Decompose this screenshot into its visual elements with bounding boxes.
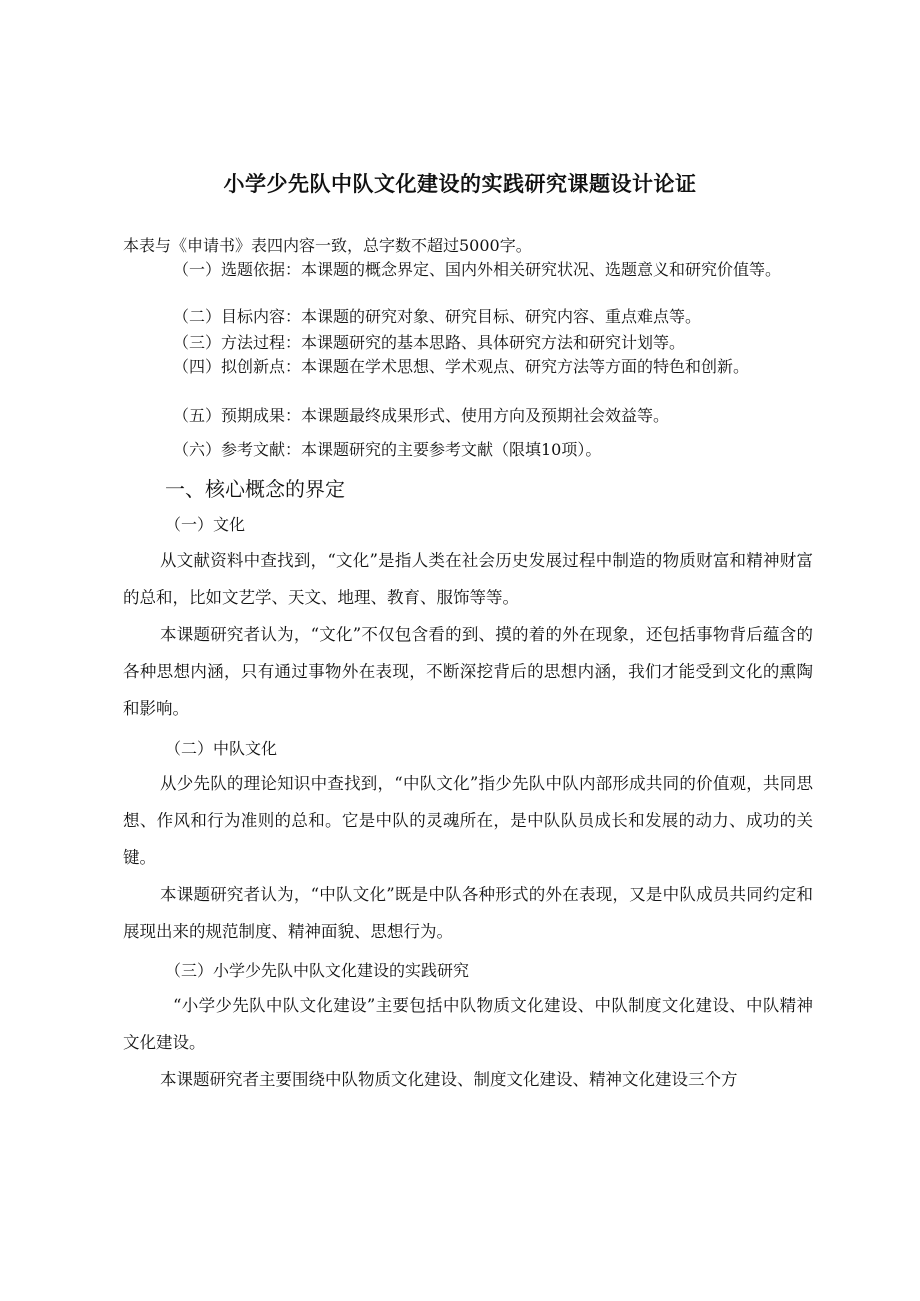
subsection-heading: （一）文化 xyxy=(165,515,246,534)
requirement-item: （二）目标内容：本课题的研究对象、研究目标、研究内容、重点难点等。 xyxy=(173,307,702,326)
body-paragraph: 本课题研究者认为，“中队文化”既是中队各种形式的外在表现，又是中队成员共同约定和展现出来的规范制度、精神面貌、思想行为。 xyxy=(123,885,813,941)
body-paragraph: “小学少先队中队文化建设”主要包括中队物质文化建设、中队制度文化建设、中队精神文化建设。 xyxy=(123,996,813,1052)
requirement-item: （三）方法过程：本课题研究的基本思路、具体研究方法和研究计划等。 xyxy=(173,333,686,352)
body-paragraph: 从文献资料中查找到，“文化”是指人类在社会历史发展过程中制造的物质财富和精神财富的总和，比如文艺学、天文、地理、教育、服饰等等。 xyxy=(123,551,813,607)
document-title: 小学少先队中队文化建设的实践研究课题设计论证 xyxy=(223,172,697,196)
section-heading: 一、核心概念的界定 xyxy=(165,477,345,501)
requirement-item: （四）拟创新点：本课题在学术思想、学术观点、研究方法等方面的特色和创新。 xyxy=(173,357,750,376)
body-paragraph: 本课题研究者认为，“文化”不仅包含看的到、摸的着的外在现象，还包括事物背后蕴含的各种思想内涵，只有通过事物外在表现，不断深挖背后的思想内涵，我们才能受到文化的熏陶和影响。 xyxy=(123,625,813,718)
requirement-item: （一）选题依据：本课题的概念界定、国内外相关研究状况、选题意义和研究价值等。 xyxy=(173,260,782,279)
requirement-item: （六）参考文献：本课题研究的主要参考文献（限填10项）。 xyxy=(173,440,602,459)
subsection-heading: （二）中队文化 xyxy=(165,739,278,758)
intro-note: 本表与《申请书》表四内容一致，总字数不超过5000字。 xyxy=(123,236,532,255)
requirement-item: （五）预期成果：本课题最终成果形式、使用方向及预期社会效益等。 xyxy=(173,406,670,425)
body-paragraph: 本课题研究者主要围绕中队物质文化建设、制度文化建设、精神文化建设三个方 xyxy=(160,1070,738,1089)
body-paragraph: 从少先队的理论知识中查找到，“中队文化”指少先队中队内部形成共同的价值观，共同思想、作风和行为准则的总和。它是中队的灵魂所在，是中队队员成长和发展的动力、成功的关键。 xyxy=(123,774,813,867)
subsection-heading: （三）小学少先队中队文化建设的实践研究 xyxy=(165,961,470,980)
